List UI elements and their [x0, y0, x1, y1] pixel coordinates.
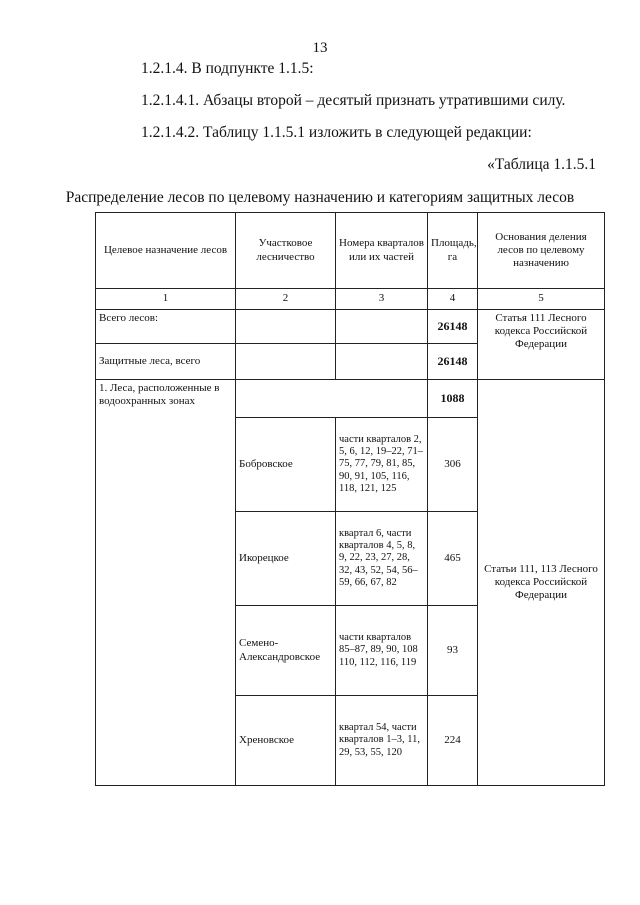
protective-total-label: Защитные леса, всего: [96, 344, 236, 380]
empty-cell: [236, 310, 336, 344]
col-number: 2: [236, 289, 336, 310]
header-purpose: Целевое назначение лесов: [96, 213, 236, 289]
empty-cell: [236, 344, 336, 380]
paragraph-1-2-1-4-2: 1.2.1.4.2. Таблицу 1.1.5.1 изложить в следующей редакции:: [141, 124, 532, 141]
header-basis: Основания деления лесов по целевому назначению: [478, 213, 605, 289]
paragraph-1-2-1-4: 1.2.1.4. В подпункте 1.1.5:: [141, 60, 314, 77]
area-value: 306: [428, 418, 478, 512]
col-number: 1: [96, 289, 236, 310]
quarter-numbers: квартал 54, части кварталов 1–3, 11, 29, 53, 55, 120: [336, 696, 428, 786]
forestry-name: Икорецкое: [236, 512, 336, 606]
col-number: 5: [478, 289, 605, 310]
protective-total-area: 26148: [428, 344, 478, 380]
col-number: 3: [336, 289, 428, 310]
basis-article-111: Статья 111 Лесного кодекса Российской Федерации: [478, 310, 605, 380]
quarter-numbers: части кварталов 85–87, 89, 90, 108 110, 112, 116, 119: [336, 606, 428, 696]
water-zone-label: 1. Леса, расположенные в водоохранных зонах: [96, 380, 236, 786]
table-caption: «Таблица 1.1.5.1: [487, 156, 596, 173]
table-title: Распределение лесов по целевому назначению и категориям защитных лесов: [65, 189, 575, 206]
empty-cell: [336, 344, 428, 380]
table-header-row: [96, 213, 605, 289]
area-value: 93: [428, 606, 478, 696]
table-row: [96, 380, 605, 418]
table-row: [96, 310, 605, 344]
col-number: 4: [428, 289, 478, 310]
total-forests-area: 26148: [428, 310, 478, 344]
header-area: Площадь, га: [428, 213, 478, 289]
water-zone-area: 1088: [428, 380, 478, 418]
forest-distribution-table: [95, 212, 605, 786]
quarter-numbers: части кварталов 2, 5, 6, 12, 19–22, 71–75, 77, 79, 81, 85, 90, 91, 105, 116, 118, 121, 125: [336, 418, 428, 512]
empty-cell: [236, 380, 428, 418]
area-value: 224: [428, 696, 478, 786]
total-forests-label: Всего лесов:: [96, 310, 236, 344]
page-number: 13: [312, 40, 328, 56]
header-quarters: Номера кварталов или их частей: [336, 213, 428, 289]
area-value: 465: [428, 512, 478, 606]
paragraph-1-2-1-4-1: 1.2.1.4.1. Абзацы второй – десятый признать утратившими силу.: [141, 92, 566, 109]
column-number-row: [96, 289, 605, 310]
empty-cell: [336, 310, 428, 344]
forestry-name: Семено-Александровское: [236, 606, 336, 696]
forestry-name: Хреновское: [236, 696, 336, 786]
quarter-numbers: квартал 6, части кварталов 4, 5, 8, 9, 22, 23, 27, 28, 32, 43, 52, 54, 56–59, 66, 67, 82: [336, 512, 428, 606]
header-forestry: Участковое лесничество: [236, 213, 336, 289]
forestry-name: Бобровское: [236, 418, 336, 512]
basis-articles-111-113: Статьи 111, 113 Лесного кодекса Российской Федерации: [478, 380, 605, 786]
